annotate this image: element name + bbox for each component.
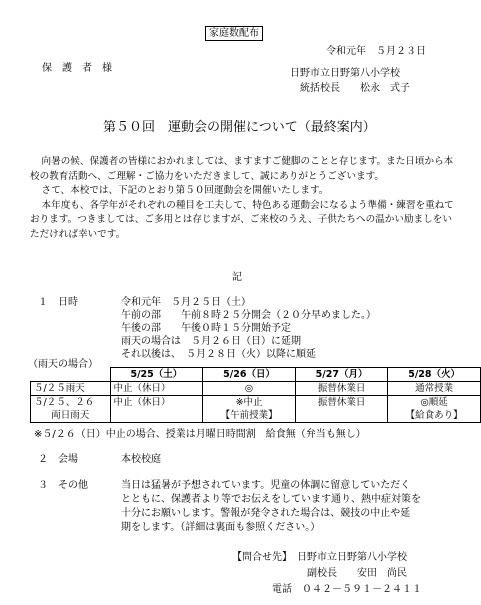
item1-line: 午後の部 午後０時１５分開始予定 — [121, 323, 291, 334]
document-title: 第５０回 運動会の開催について（最終案内） — [103, 120, 376, 135]
issue-date: 令和元年 ５月２３日 — [326, 46, 426, 57]
table-cell: 中止（休日） — [110, 396, 203, 423]
cell-line: ◎順延 — [420, 397, 448, 408]
cell-line: 【給食あり】 — [405, 410, 463, 421]
principal-name: 統括校長 松永 式子 — [300, 83, 410, 94]
distribution-stamp: 家庭数配布 — [205, 26, 263, 41]
greeting-body — [30, 155, 455, 242]
table-cell: 中止（休日） — [110, 382, 203, 396]
request-paragraph: 本年度も、各学年がそれぞれの種目を工夫して、特色ある運動会になるよう準備・練習を重ねております。つきましては、ご多用とは存じますが、ご来校のうえ、子供たちへの温かい励ましをいただければ幸いです。 — [30, 199, 454, 240]
table-cell: 通常授業 — [388, 382, 481, 396]
table-cell — [388, 396, 481, 423]
cell-line: 【午前授業】 — [220, 410, 278, 421]
contact-heading: 【問合せ先】 日野市立日野第八小学校 — [232, 552, 407, 563]
item1-label: １ 日時 — [38, 297, 78, 308]
table-corner-cell — [31, 368, 111, 382]
announcement-paragraph: さて、本校では、下記のとおり第５０回運動会を開催いたします。 — [41, 185, 329, 196]
table-header-cell: 5/27（月） — [295, 368, 387, 382]
row-label — [31, 396, 111, 423]
table-caption: （雨天の場合） — [28, 359, 98, 370]
item3-label: ３ その他 — [38, 480, 88, 491]
item3-line: 当日は猛暑が予想されています。児童の体調に留意していただく — [121, 480, 411, 491]
row-label: ５/２５雨天 — [31, 382, 111, 396]
table-cell: ◎ — [203, 382, 296, 396]
contact-vice-principal: 副校長 安田 尚民 — [307, 568, 407, 579]
item3-line: 期をします。（詳細は裏面も参照ください。） — [121, 522, 321, 533]
item1-line: 雨天の場合は ５月２６日（日）に延期 — [121, 336, 301, 347]
table-cell: 振替休業日 — [295, 396, 387, 423]
row-label-line: ５/２５、２６ — [34, 397, 95, 408]
item3-line: 十分にお願いします。警報が発令された場合は、競技の中止や延 — [121, 508, 411, 519]
table-header-cell: 5/25（土） — [110, 368, 203, 382]
greeting-paragraph: 向暑の候、保護者の皆様におかれましては、ますますご健脚のことと存じます。また日頃から本校の教育活動へ、ご理解・ご協力をいただきまして、誠にありがとうございます。 — [30, 156, 454, 182]
item2-value: 本校校庭 — [121, 454, 161, 465]
ki-heading: 記 — [232, 272, 242, 283]
table-note: ※５/２６（日）中止の場合、授業は月曜日時間割 給食無（弁当も無し） — [34, 429, 366, 440]
cell-line: ※中止 — [235, 397, 263, 408]
item1-line: それ以後は、 ５月２８日（火）以降に順延 — [121, 349, 316, 360]
table-header-row — [31, 368, 481, 382]
table-header-cell: 5/26（日） — [203, 368, 296, 382]
item2-label: ２ 会場 — [38, 454, 78, 465]
table-header-cell: 5/28（火） — [388, 368, 481, 382]
rain-schedule-table — [30, 367, 481, 423]
row-label-line: 両日雨天 — [51, 410, 90, 421]
school-name: 日野市立日野第八小学校 — [290, 68, 400, 79]
table-row — [31, 396, 481, 423]
table-cell — [203, 396, 296, 423]
addressee: 保 護 者 様 — [42, 63, 112, 74]
table-cell: 振替休業日 — [295, 382, 387, 396]
item3-line: とともに、保護者より等でお伝えをしています通り、熱中症対策を — [121, 494, 421, 505]
contact-phone: 電話 ０４２－５９１－２４１１ — [272, 584, 422, 595]
table-row — [31, 382, 481, 396]
item1-line: 午前の部 午前８時２５分開会（２０分早めました。） — [121, 310, 376, 321]
item1-line: 令和元年 ５月２５日（土） — [121, 297, 251, 308]
